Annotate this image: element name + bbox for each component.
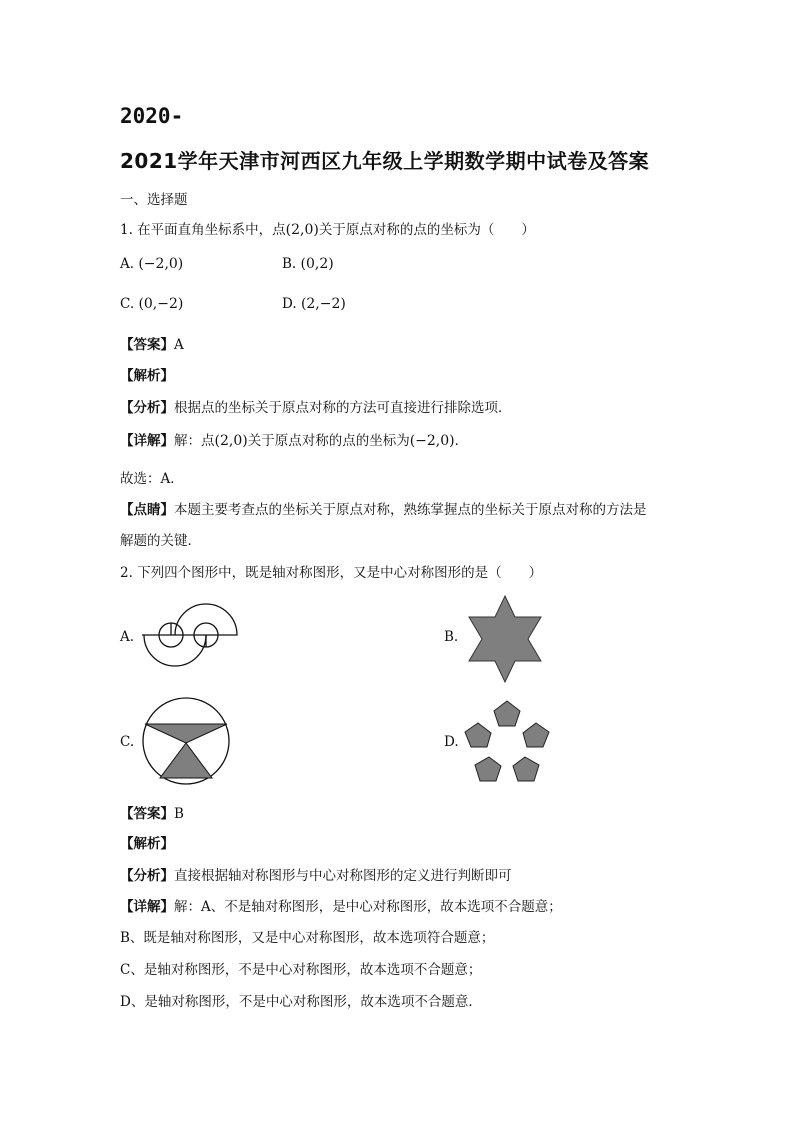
title-line-1: 2020-	[120, 104, 184, 128]
q2-option-c-letter: C.	[120, 734, 135, 750]
q2-option-b-letter: B.	[444, 629, 459, 645]
q2-stem: 2. 下列四个图形中，既是轴对称图形，又是中心对称图形的是（ ）	[120, 565, 543, 581]
q1-dianjing: 【点睛】本题主要考查点的坐标关于原点对称，熟练掌握点的坐标关于原点对称的方法是	[120, 502, 647, 518]
q1-answer: 【答案】A	[120, 337, 184, 353]
q2-figure-a	[138, 594, 240, 674]
q1-option-b: B. (0,2)	[282, 256, 334, 272]
q1-option-d: D. (2,−2)	[282, 296, 346, 312]
q1-stem: 1. 在平面直角坐标系中，点(2,0)关于原点对称的点的坐标为（ ）	[120, 222, 535, 238]
q2-option-d-letter: D.	[444, 734, 459, 750]
section-heading: 一、选择题	[120, 192, 188, 208]
q1-analysis-tag: 【解析】	[120, 368, 174, 384]
q2-fenxi: 【分析】直接根据轴对称图形与中心对称图形的定义进行判断即可	[120, 868, 512, 884]
q2-line-b: B、既是轴对称图形，又是中心对称图形，故本选项符合题意；	[120, 930, 495, 946]
title-line-2: 2021学年天津市河西区九年级上学期数学期中试卷及答案	[120, 149, 650, 173]
q2-answer: 【答案】B	[120, 806, 184, 822]
q2-figure-d-pentagons	[463, 698, 551, 784]
q1-option-a: A. (−2,0)	[120, 256, 184, 272]
q2-xiangjie: 【详解】解：A、不是轴对称图形，是中心对称图形，故本选项不合题意；	[120, 899, 562, 915]
q1-guxuan: 故选：A．	[120, 471, 184, 487]
q2-line-d: D、是轴对称图形，不是中心对称图形，故本选项不合题意．	[120, 994, 482, 1010]
q2-figure-b-hexagram	[465, 594, 545, 684]
q1-dianjing-cont: 解题的关键．	[120, 533, 201, 549]
q2-option-a-letter: A.	[120, 629, 135, 645]
q2-line-c: C、是轴对称图形，不是中心对称图形，故本选项不合题意；	[120, 962, 482, 978]
q1-fenxi: 【分析】根据点的坐标关于原点对称的方法可直接进行排除选项．	[120, 400, 512, 416]
q1-option-c: C. (0,−2)	[120, 296, 184, 312]
q2-figure-c	[140, 697, 232, 785]
q1-xiangjie: 【详解】解：点(2,0)关于原点对称的点的坐标为(−2,0)．	[120, 433, 469, 449]
q2-analysis-tag: 【解析】	[120, 836, 174, 852]
